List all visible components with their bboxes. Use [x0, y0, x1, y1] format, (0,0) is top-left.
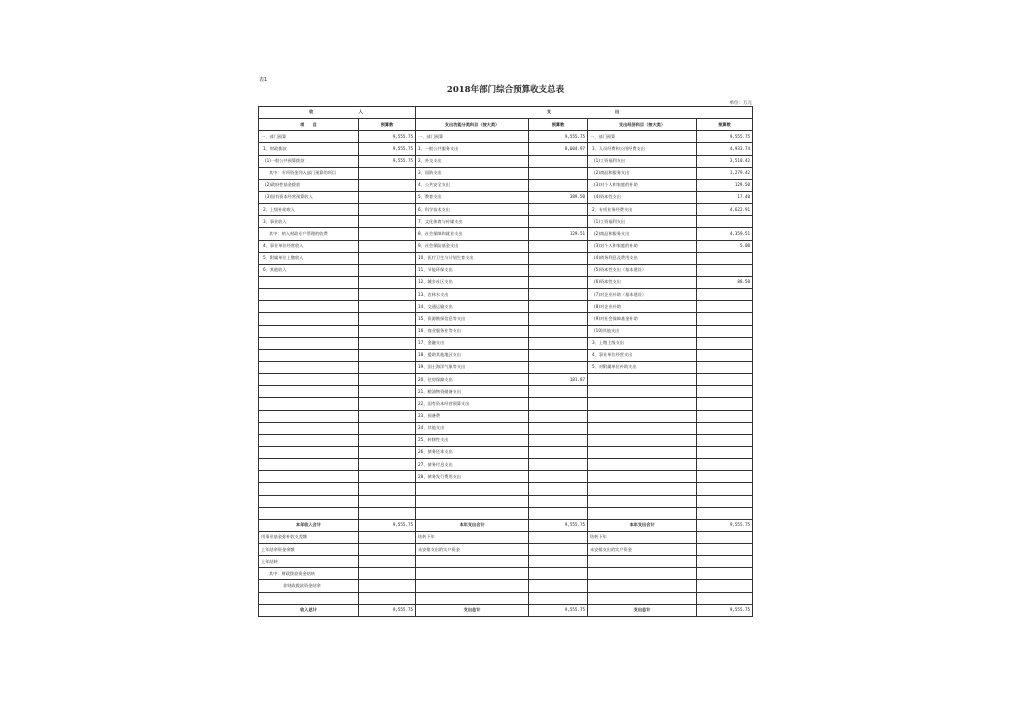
table-row	[259, 276, 753, 288]
item-label-cell: 本年支出合计	[416, 519, 529, 531]
item-label-cell: (2)政府性基金拨款	[259, 179, 359, 191]
budget-amount-cell	[359, 471, 416, 483]
item-label-cell: 结转下年	[588, 531, 697, 543]
budget-amount-cell	[529, 507, 588, 519]
budget-amount-cell	[529, 240, 588, 252]
budget-amount-cell	[359, 398, 416, 410]
page-title: 2018年部门综合预算收支总表	[446, 85, 565, 95]
budget-amount-cell	[697, 289, 753, 301]
table-row	[259, 374, 753, 386]
budget-amount-cell	[359, 361, 416, 373]
budget-amount-cell: 9,555.75	[359, 143, 416, 155]
item-label-cell	[259, 507, 359, 519]
budget-amount-cell	[529, 301, 588, 313]
budget-amount-cell	[359, 386, 416, 398]
item-label-cell: (8)对企业补助	[588, 301, 697, 313]
budget-amount-cell	[529, 592, 588, 604]
item-label-cell: 4、事业单位经营支出	[588, 349, 697, 361]
budget-amount-cell	[529, 446, 588, 458]
col-header-functional: 支出功能分类科目（按大类）	[416, 119, 529, 131]
item-label-cell: 5、对附属单位补助支出	[588, 361, 697, 373]
budget-amount-cell	[529, 386, 588, 398]
budget-amount-cell	[359, 568, 416, 580]
item-label-cell: 28、债务发行费用支出	[416, 471, 529, 483]
budget-amount-cell	[529, 313, 588, 325]
item-label-cell	[416, 507, 529, 519]
item-label-cell: (10)其他支出	[588, 325, 697, 337]
budget-amount-cell	[359, 240, 416, 252]
item-label-cell: 一、部门预算	[588, 131, 697, 143]
budget-amount-cell	[359, 276, 416, 288]
table-row	[259, 386, 753, 398]
item-label-cell: (4)债务利息及费用支出	[588, 252, 697, 264]
grand-total-row	[259, 604, 753, 616]
budget-amount-cell	[359, 556, 416, 568]
budget-amount-cell	[529, 556, 588, 568]
budget-amount-cell: 9,555.75	[359, 131, 416, 143]
budget-amount-cell	[529, 531, 588, 543]
budget-amount-cell	[697, 495, 753, 507]
budget-amount-cell	[359, 204, 416, 216]
budget-amount-cell: 4,933.74	[697, 143, 753, 155]
table-row	[259, 179, 753, 191]
budget-amount-cell	[359, 252, 416, 264]
item-label-cell: 结转下年	[416, 531, 529, 543]
table-row	[259, 507, 753, 519]
item-label-cell	[588, 580, 697, 592]
item-label-cell: (9)对社会保障基金补助	[588, 313, 697, 325]
budget-amount-cell	[697, 313, 753, 325]
budget-amount-cell	[529, 483, 588, 495]
budget-amount-cell	[359, 289, 416, 301]
table-row	[259, 191, 753, 203]
item-label-cell: 3、上缴上级支出	[588, 337, 697, 349]
budget-amount-cell	[529, 459, 588, 471]
budget-amount-cell: 5.00	[697, 240, 753, 252]
budget-amount-cell	[697, 568, 753, 580]
budget-amount-cell	[529, 179, 588, 191]
table-row	[259, 131, 753, 143]
table-row	[259, 531, 753, 543]
item-label-cell: (1)工资福利支出	[588, 216, 697, 228]
budget-amount-cell	[697, 471, 753, 483]
budget-amount-cell	[359, 191, 416, 203]
budget-amount-cell	[697, 264, 753, 276]
budget-amount-cell	[697, 301, 753, 313]
table-row	[259, 544, 753, 556]
item-label-cell	[588, 471, 697, 483]
budget-amount-cell	[359, 507, 416, 519]
table-row	[259, 289, 753, 301]
item-label-cell	[259, 422, 359, 434]
budget-amount-cell	[529, 544, 588, 556]
budget-amount-cell: 4,359.51	[697, 228, 753, 240]
budget-summary-table	[258, 106, 753, 617]
budget-amount-cell	[529, 471, 588, 483]
item-label-cell: 1、一般公共服务支出	[416, 143, 529, 155]
budget-amount-cell	[697, 325, 753, 337]
budget-amount-cell	[697, 531, 753, 543]
item-label-cell: 本年支出合计	[588, 519, 697, 531]
item-label-cell	[588, 374, 697, 386]
table-row	[259, 446, 753, 458]
item-label-cell: 支出总计	[416, 604, 529, 616]
budget-amount-cell: 9,555.75	[359, 604, 416, 616]
table-row	[259, 313, 753, 325]
budget-amount-cell	[529, 398, 588, 410]
item-label-cell: 1、财政拨款	[259, 143, 359, 155]
col-header-economic: 支出经济科目（按大类）	[588, 119, 697, 131]
table-row	[259, 495, 753, 507]
table-row	[259, 580, 753, 592]
table-row	[259, 422, 753, 434]
item-label-cell: 用事业基金弥补收支差额	[259, 531, 359, 543]
budget-amount-cell: 9,555.75	[529, 131, 588, 143]
column-header-row	[259, 119, 753, 131]
budget-amount-cell: 181.87	[529, 374, 588, 386]
table-row	[259, 204, 753, 216]
budget-amount-cell: 8,604.97	[529, 143, 588, 155]
item-label-cell: 6、科学技术支出	[416, 204, 529, 216]
budget-amount-cell: 1,279.42	[697, 167, 753, 179]
col-header-budget: 预算数	[359, 119, 416, 131]
item-label-cell	[259, 459, 359, 471]
table-row	[259, 471, 753, 483]
table-row	[259, 264, 753, 276]
item-label-cell: (3)国有资本经营预算收入	[259, 191, 359, 203]
item-label-cell: 27、债务付息支出	[416, 459, 529, 471]
item-label-cell: 本年收入合计	[259, 519, 359, 531]
budget-amount-cell	[529, 204, 588, 216]
item-label-cell: 15、资源勘探信息等支出	[416, 313, 529, 325]
budget-amount-cell	[359, 313, 416, 325]
item-label-cell: 9、社会保险基金支出	[416, 240, 529, 252]
budget-amount-cell	[359, 325, 416, 337]
item-label-cell: 25、转移性支出	[416, 434, 529, 446]
table-row	[259, 592, 753, 604]
budget-amount-cell	[359, 301, 416, 313]
item-label-cell	[588, 556, 697, 568]
budget-amount-cell	[529, 276, 588, 288]
budget-amount-cell	[359, 337, 416, 349]
budget-amount-cell: 9,555.75	[529, 604, 588, 616]
item-label-cell: 7、文化体育与传媒支出	[416, 216, 529, 228]
item-label-cell	[588, 592, 697, 604]
item-label-cell: 8、社会保障和就业支出	[416, 228, 529, 240]
budget-amount-cell: 9,555.75	[697, 131, 753, 143]
item-label-cell	[588, 483, 697, 495]
budget-amount-cell	[529, 422, 588, 434]
table-note: 表1	[259, 77, 268, 83]
item-label-cell	[259, 374, 359, 386]
item-label-cell	[416, 592, 529, 604]
budget-amount-cell	[529, 568, 588, 580]
budget-amount-cell	[697, 592, 753, 604]
budget-amount-cell	[359, 544, 416, 556]
item-label-cell	[416, 568, 529, 580]
item-label-cell	[259, 434, 359, 446]
budget-amount-cell	[359, 422, 416, 434]
item-label-cell: (2)商品和服务支出	[588, 167, 697, 179]
item-label-cell	[588, 422, 697, 434]
budget-amount-cell	[359, 446, 416, 458]
item-label-cell: 22、国有资本经营预算支出	[416, 398, 529, 410]
table-row	[259, 240, 753, 252]
item-label-cell	[416, 495, 529, 507]
table-row	[259, 398, 753, 410]
item-label-cell: 12、城乡社区支出	[416, 276, 529, 288]
item-label-cell: 11、节能环保支出	[416, 264, 529, 276]
item-label-cell	[259, 325, 359, 337]
item-label-cell	[259, 361, 359, 373]
budget-amount-cell	[529, 155, 588, 167]
item-label-cell: 13、农林水支出	[416, 289, 529, 301]
item-label-cell: 16、商业服务业等支出	[416, 325, 529, 337]
budget-amount-cell	[529, 167, 588, 179]
item-label-cell	[259, 471, 359, 483]
item-label-cell: 24、其他支出	[416, 422, 529, 434]
item-label-cell	[259, 410, 359, 422]
budget-amount-cell	[529, 264, 588, 276]
table-row	[259, 361, 753, 373]
item-label-cell: (3)对个人和家庭的补助	[588, 179, 697, 191]
item-label-cell: (1)工资福利支出	[588, 155, 697, 167]
table-row	[259, 410, 753, 422]
item-label-cell: 26、债务还本支出	[416, 446, 529, 458]
table-row	[259, 252, 753, 264]
budget-amount-cell	[529, 325, 588, 337]
budget-amount-cell	[697, 337, 753, 349]
item-label-cell: 5、附属单位上缴收入	[259, 252, 359, 264]
section-header-row	[259, 107, 753, 119]
item-label-cell	[259, 276, 359, 288]
budget-amount-cell: 3,510.42	[697, 155, 753, 167]
item-label-cell: 其中：纳入财政专户管理的收费	[259, 228, 359, 240]
item-label-cell	[416, 556, 529, 568]
budget-amount-cell	[359, 410, 416, 422]
item-label-cell: 非财政拨款资金结余	[259, 580, 359, 592]
budget-amount-cell	[697, 386, 753, 398]
item-label-cell: 未安排支出的实户资金	[416, 544, 529, 556]
item-label-cell	[588, 507, 697, 519]
budget-amount-cell	[359, 483, 416, 495]
item-label-cell: (4)资本性支出	[588, 191, 697, 203]
budget-amount-cell	[529, 495, 588, 507]
income-section-header: 收 入	[259, 107, 416, 119]
item-label-cell: 17、金融支出	[416, 337, 529, 349]
budget-amount-cell	[359, 531, 416, 543]
item-label-cell: (5)资本性支出（基本建设）	[588, 264, 697, 276]
item-label-cell: 5、教育支出	[416, 191, 529, 203]
item-label-cell	[416, 580, 529, 592]
table-row	[259, 216, 753, 228]
total-row	[259, 519, 753, 531]
item-label-cell	[588, 446, 697, 458]
item-label-cell	[259, 398, 359, 410]
item-label-cell	[588, 386, 697, 398]
table-row	[259, 434, 753, 446]
budget-amount-cell	[529, 349, 588, 361]
item-label-cell	[259, 495, 359, 507]
item-label-cell: 未安排支出的实户资金	[588, 544, 697, 556]
budget-amount-cell	[697, 580, 753, 592]
item-label-cell: 3、事业收入	[259, 216, 359, 228]
budget-amount-cell: 129.50	[697, 179, 753, 191]
item-label-cell: 2、专项业务经费支出	[588, 204, 697, 216]
item-label-cell: (3)对个人和家庭的补助	[588, 240, 697, 252]
budget-amount-cell: 9,555.75	[359, 155, 416, 167]
budget-amount-cell	[359, 592, 416, 604]
budget-amount-cell	[359, 179, 416, 191]
budget-amount-cell	[359, 216, 416, 228]
table-row	[259, 459, 753, 471]
budget-amount-cell	[359, 374, 416, 386]
budget-amount-cell	[697, 398, 753, 410]
table-row	[259, 167, 753, 179]
budget-amount-cell	[697, 349, 753, 361]
budget-amount-cell	[697, 216, 753, 228]
item-label-cell: 23、预备费	[416, 410, 529, 422]
item-label-cell: 14、交通运输支出	[416, 301, 529, 313]
item-label-cell	[259, 313, 359, 325]
item-label-cell	[588, 398, 697, 410]
budget-amount-cell	[529, 216, 588, 228]
item-label-cell: 收入总计	[259, 604, 359, 616]
table-row	[259, 155, 753, 167]
item-label-cell: 上年结转	[259, 556, 359, 568]
item-label-cell	[259, 592, 359, 604]
item-label-cell	[588, 434, 697, 446]
budget-amount-cell	[529, 337, 588, 349]
budget-amount-cell: 389.50	[529, 191, 588, 203]
item-label-cell: 1、人员经费和公用经费支出	[588, 143, 697, 155]
budget-amount-cell	[697, 374, 753, 386]
budget-amount-cell	[359, 580, 416, 592]
budget-amount-cell	[697, 544, 753, 556]
budget-amount-cell	[359, 459, 416, 471]
item-label-cell: 4、事业单位经营收入	[259, 240, 359, 252]
item-label-cell	[588, 459, 697, 471]
item-label-cell	[259, 386, 359, 398]
budget-amount-cell	[529, 580, 588, 592]
item-label-cell: 一、部门预算	[259, 131, 359, 143]
budget-amount-cell	[359, 495, 416, 507]
col-header-item: 项 目	[259, 119, 359, 131]
item-label-cell: (2)商品和服务支出	[588, 228, 697, 240]
item-label-cell: 其中：专项资金列入部门预算的项目	[259, 167, 359, 179]
budget-amount-cell: 9,555.75	[529, 519, 588, 531]
budget-amount-cell	[697, 422, 753, 434]
budget-amount-cell: 9,555.75	[697, 519, 753, 531]
budget-amount-cell	[697, 459, 753, 471]
budget-amount-cell	[697, 361, 753, 373]
table-row	[259, 349, 753, 361]
item-label-cell	[588, 495, 697, 507]
budget-amount-cell	[529, 361, 588, 373]
item-label-cell: 2、上级补助收入	[259, 204, 359, 216]
budget-amount-cell	[697, 446, 753, 458]
item-label-cell: 3、国防支出	[416, 167, 529, 179]
budget-amount-cell: 4,622.91	[697, 204, 753, 216]
col-header-budget: 预算数	[697, 119, 753, 131]
budget-amount-cell: 9,555.75	[359, 519, 416, 531]
item-label-cell: (1)一般公共预算拨款	[259, 155, 359, 167]
item-label-cell: 一、部门预算	[416, 131, 529, 143]
item-label-cell: 20、住房保障支出	[416, 374, 529, 386]
item-label-cell: 上年结余资金余额	[259, 544, 359, 556]
item-label-cell: 18、援助其他地区支出	[416, 349, 529, 361]
table-row	[259, 325, 753, 337]
budget-amount-cell	[529, 252, 588, 264]
item-label-cell: 2、外交支出	[416, 155, 529, 167]
item-label-cell: (6)资本性支出	[588, 276, 697, 288]
budget-amount-cell: 17.40	[697, 191, 753, 203]
budget-amount-cell	[529, 410, 588, 422]
item-label-cell: 其中：财政拨款资金结转	[259, 568, 359, 580]
table-row	[259, 301, 753, 313]
budget-amount-cell	[697, 556, 753, 568]
item-label-cell	[259, 337, 359, 349]
item-label-cell: 19、国土海洋气象等支出	[416, 361, 529, 373]
unit-label: 单位：万元	[729, 101, 752, 106]
item-label-cell	[588, 568, 697, 580]
item-label-cell	[259, 289, 359, 301]
budget-amount-cell	[697, 483, 753, 495]
budget-amount-cell	[359, 264, 416, 276]
budget-amount-cell	[697, 507, 753, 519]
table-row	[259, 228, 753, 240]
item-label-cell: (7)对企业补助（基本建设）	[588, 289, 697, 301]
item-label-cell	[259, 483, 359, 495]
budget-amount-cell: 129.51	[529, 228, 588, 240]
budget-amount-cell	[359, 228, 416, 240]
budget-amount-cell	[529, 289, 588, 301]
table-row	[259, 568, 753, 580]
item-label-cell: 4、公共安全支出	[416, 179, 529, 191]
table-row	[259, 143, 753, 155]
budget-amount-cell	[697, 252, 753, 264]
table-row	[259, 483, 753, 495]
table-row	[259, 556, 753, 568]
item-label-cell	[259, 446, 359, 458]
table-row	[259, 337, 753, 349]
item-label-cell	[259, 349, 359, 361]
expense-section-header: 支 出	[416, 107, 753, 119]
item-label-cell	[416, 483, 529, 495]
budget-amount-cell	[359, 434, 416, 446]
budget-amount-cell	[697, 410, 753, 422]
item-label-cell	[259, 301, 359, 313]
item-label-cell	[588, 410, 697, 422]
col-header-budget: 预算数	[529, 119, 588, 131]
budget-amount-cell	[359, 349, 416, 361]
item-label-cell: 6、其他收入	[259, 264, 359, 276]
budget-amount-cell	[697, 434, 753, 446]
item-label-cell: 支出总计	[588, 604, 697, 616]
item-label-cell: 10、医疗卫生与计划生育支出	[416, 252, 529, 264]
budget-amount-cell: 88.50	[697, 276, 753, 288]
budget-amount-cell: 9,555.75	[697, 604, 753, 616]
budget-amount-cell	[529, 434, 588, 446]
item-label-cell: 21、粮油物资储备支出	[416, 386, 529, 398]
budget-amount-cell	[359, 167, 416, 179]
